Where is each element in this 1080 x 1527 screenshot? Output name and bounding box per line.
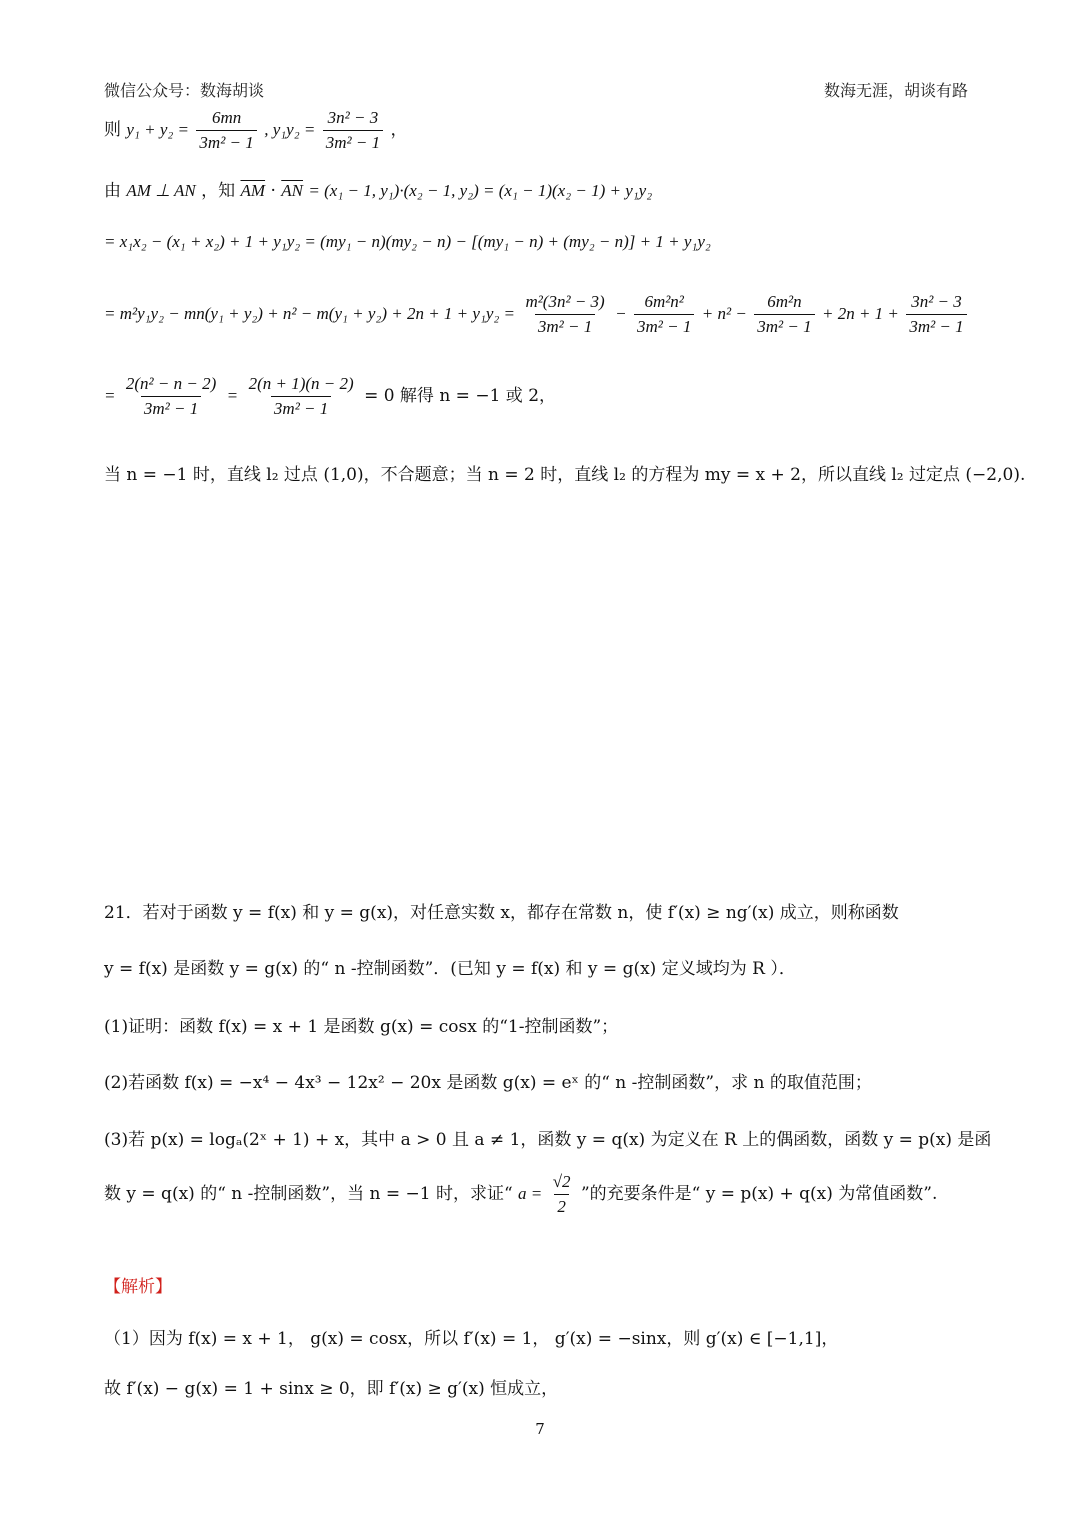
fraction: $\frac{\text{m²(3n² − 3)}}{\text{3m² − 1}}$: [525, 292, 605, 336]
derivation-line-4: = m²y₁y₂ − mn(y₁ + y₂) + n² − m(y₁ + y₂) + 2n + 1 + y₁y₂ = $\frac{\text{m²(3n² − 3)}}{\text{3m² − 1}}$ − $\frac{\text{6m²n²}}{\text{3m² − 1}}$ + n² − $\frac{\text{6m²n}}{\text{3m² − 1}}$ + 2n + 1 + $\frac{\text{3n² − 3}}{\text{3m² − 1}}$: [104, 292, 980, 337]
derivation-line-3: = x₁x₂ − (x₁ + x₂) + 1 + y₁y₂ = (my₁ − n)(my₂ − n) − [(my₁ − n) + (my₂ − n)] + 1 + y₁y₂: [104, 232, 711, 251]
fraction: $\frac{√2}{2}$: [552, 1172, 571, 1216]
fraction: $\frac{6mn}{\text{3m² − 1}}$: [196, 108, 256, 153]
solution-line-1: （1）因为 f(x) = x + 1， g(x) = cosx，所以 f′(x) = 1， g′(x) = −sinx，则 g′(x) ∈ [−1,1]，: [104, 1329, 839, 1349]
problem-21-part-2: (2)若函数 f(x) = −x⁴ − 4x³ − 12x² − 20x 是函数 g(x) = eˣ 的“ n -控制函数”，求 n 的取值范围；: [104, 1073, 872, 1093]
page-number: 7: [535, 1420, 545, 1438]
fraction: $\frac{\text{6m²n²}}{\text{3m² − 1}}$: [634, 292, 694, 337]
vector-am: $\overline{AM}$: [240, 181, 266, 200]
header-left: 微信公众号：数海胡谈: [104, 81, 265, 100]
derivation-line-5: = $\frac{\text{2(n² − n − 2)}}{\text{3m² − 1}}$ = $\frac{2(n + 1)(n - 2)}{\text{3m² − 1}}$ = 0 解得 n = −1 或 2，: [104, 374, 557, 418]
problem-21-part-3b: 数 y = q(x) 的“ n -控制函数”，当 n = −1 时，求证“ a = $\frac{√2}{2}$ ”的充要条件是“ y = p(x) + q(x) 为常值函数”.: [104, 1172, 938, 1216]
problem-21-stem-2: y = f(x) 是函数 y = g(x) 的“ n -控制函数”．(已知 y = f(x) 和 y = g(x) 定义域均为 R ）．: [104, 959, 796, 979]
fraction: $\frac{\text{2(n² − n − 2)}}{\text{3m² − 1}}$: [125, 374, 217, 418]
vector-an: $\overline{AN}$: [281, 181, 303, 200]
header-right: 数海无涯，胡谈有路: [823, 81, 968, 100]
problem-21-part-3a: (3)若 p(x) = logₐ(2ˣ + 1) + x，其中 a > 0 且 a ≠ 1，函数 y = q(x) 为定义在 R 上的偶函数，函数 y = p(x) 是函: [104, 1130, 992, 1150]
problem-21-stem-1: 21．若对于函数 y = f(x) 和 y = g(x)，对任意实数 x，都存在常数 n，使 f′(x) ≥ ng′(x) 成立，则称函数: [104, 903, 899, 923]
problem-21-part-1: (1)证明：函数 f(x) = x + 1 是函数 g(x) = cosx 的“1-控制函数”；: [104, 1017, 619, 1037]
fraction: $\frac{\text{3n² − 3}}{\text{3m² − 1}}$: [323, 108, 383, 153]
fraction: $\frac{\text{6m²n}}{\text{3m² − 1}}$: [754, 292, 814, 337]
solution-label: 【解析】: [104, 1277, 172, 1297]
solution-line-2: 故 f′(x) − g(x) = 1 + sinx ≥ 0，即 f′(x) ≥ g′(x) 恒成立，: [104, 1379, 559, 1399]
derivation-line-1: 则 y₁ + y₂ = $\frac{6mn}{\text{3m² − 1}}$ , y₁y₂ = $\frac{\text{3n² − 3}}{\text{3m² − 1}}$ ，: [104, 108, 408, 152]
derivation-line-6: 当 n = −1 时，直线 l₂ 过点 (1,0)，不合题意；当 n = 2 时，直线 l₂ 的方程为 my = x + 2，所以直线 l₂ 过定点 (−2,0).: [104, 465, 1026, 485]
fraction: $\frac{\text{3n² − 3}}{\text{3m² − 1}}$: [906, 292, 966, 337]
derivation-line-2: 由 AM ⊥ AN ，知 $\overline{AM} \cdot \overline{AN} = (x_1 - 1$, y₁)·(x₂ − 1, y₂) = (x₁ − 1)(x₂ − 1) + y₁y₂: [104, 181, 653, 201]
fraction: $\frac{2(n + 1)(n - 2)}{\text{3m² − 1}}$: [248, 374, 354, 418]
